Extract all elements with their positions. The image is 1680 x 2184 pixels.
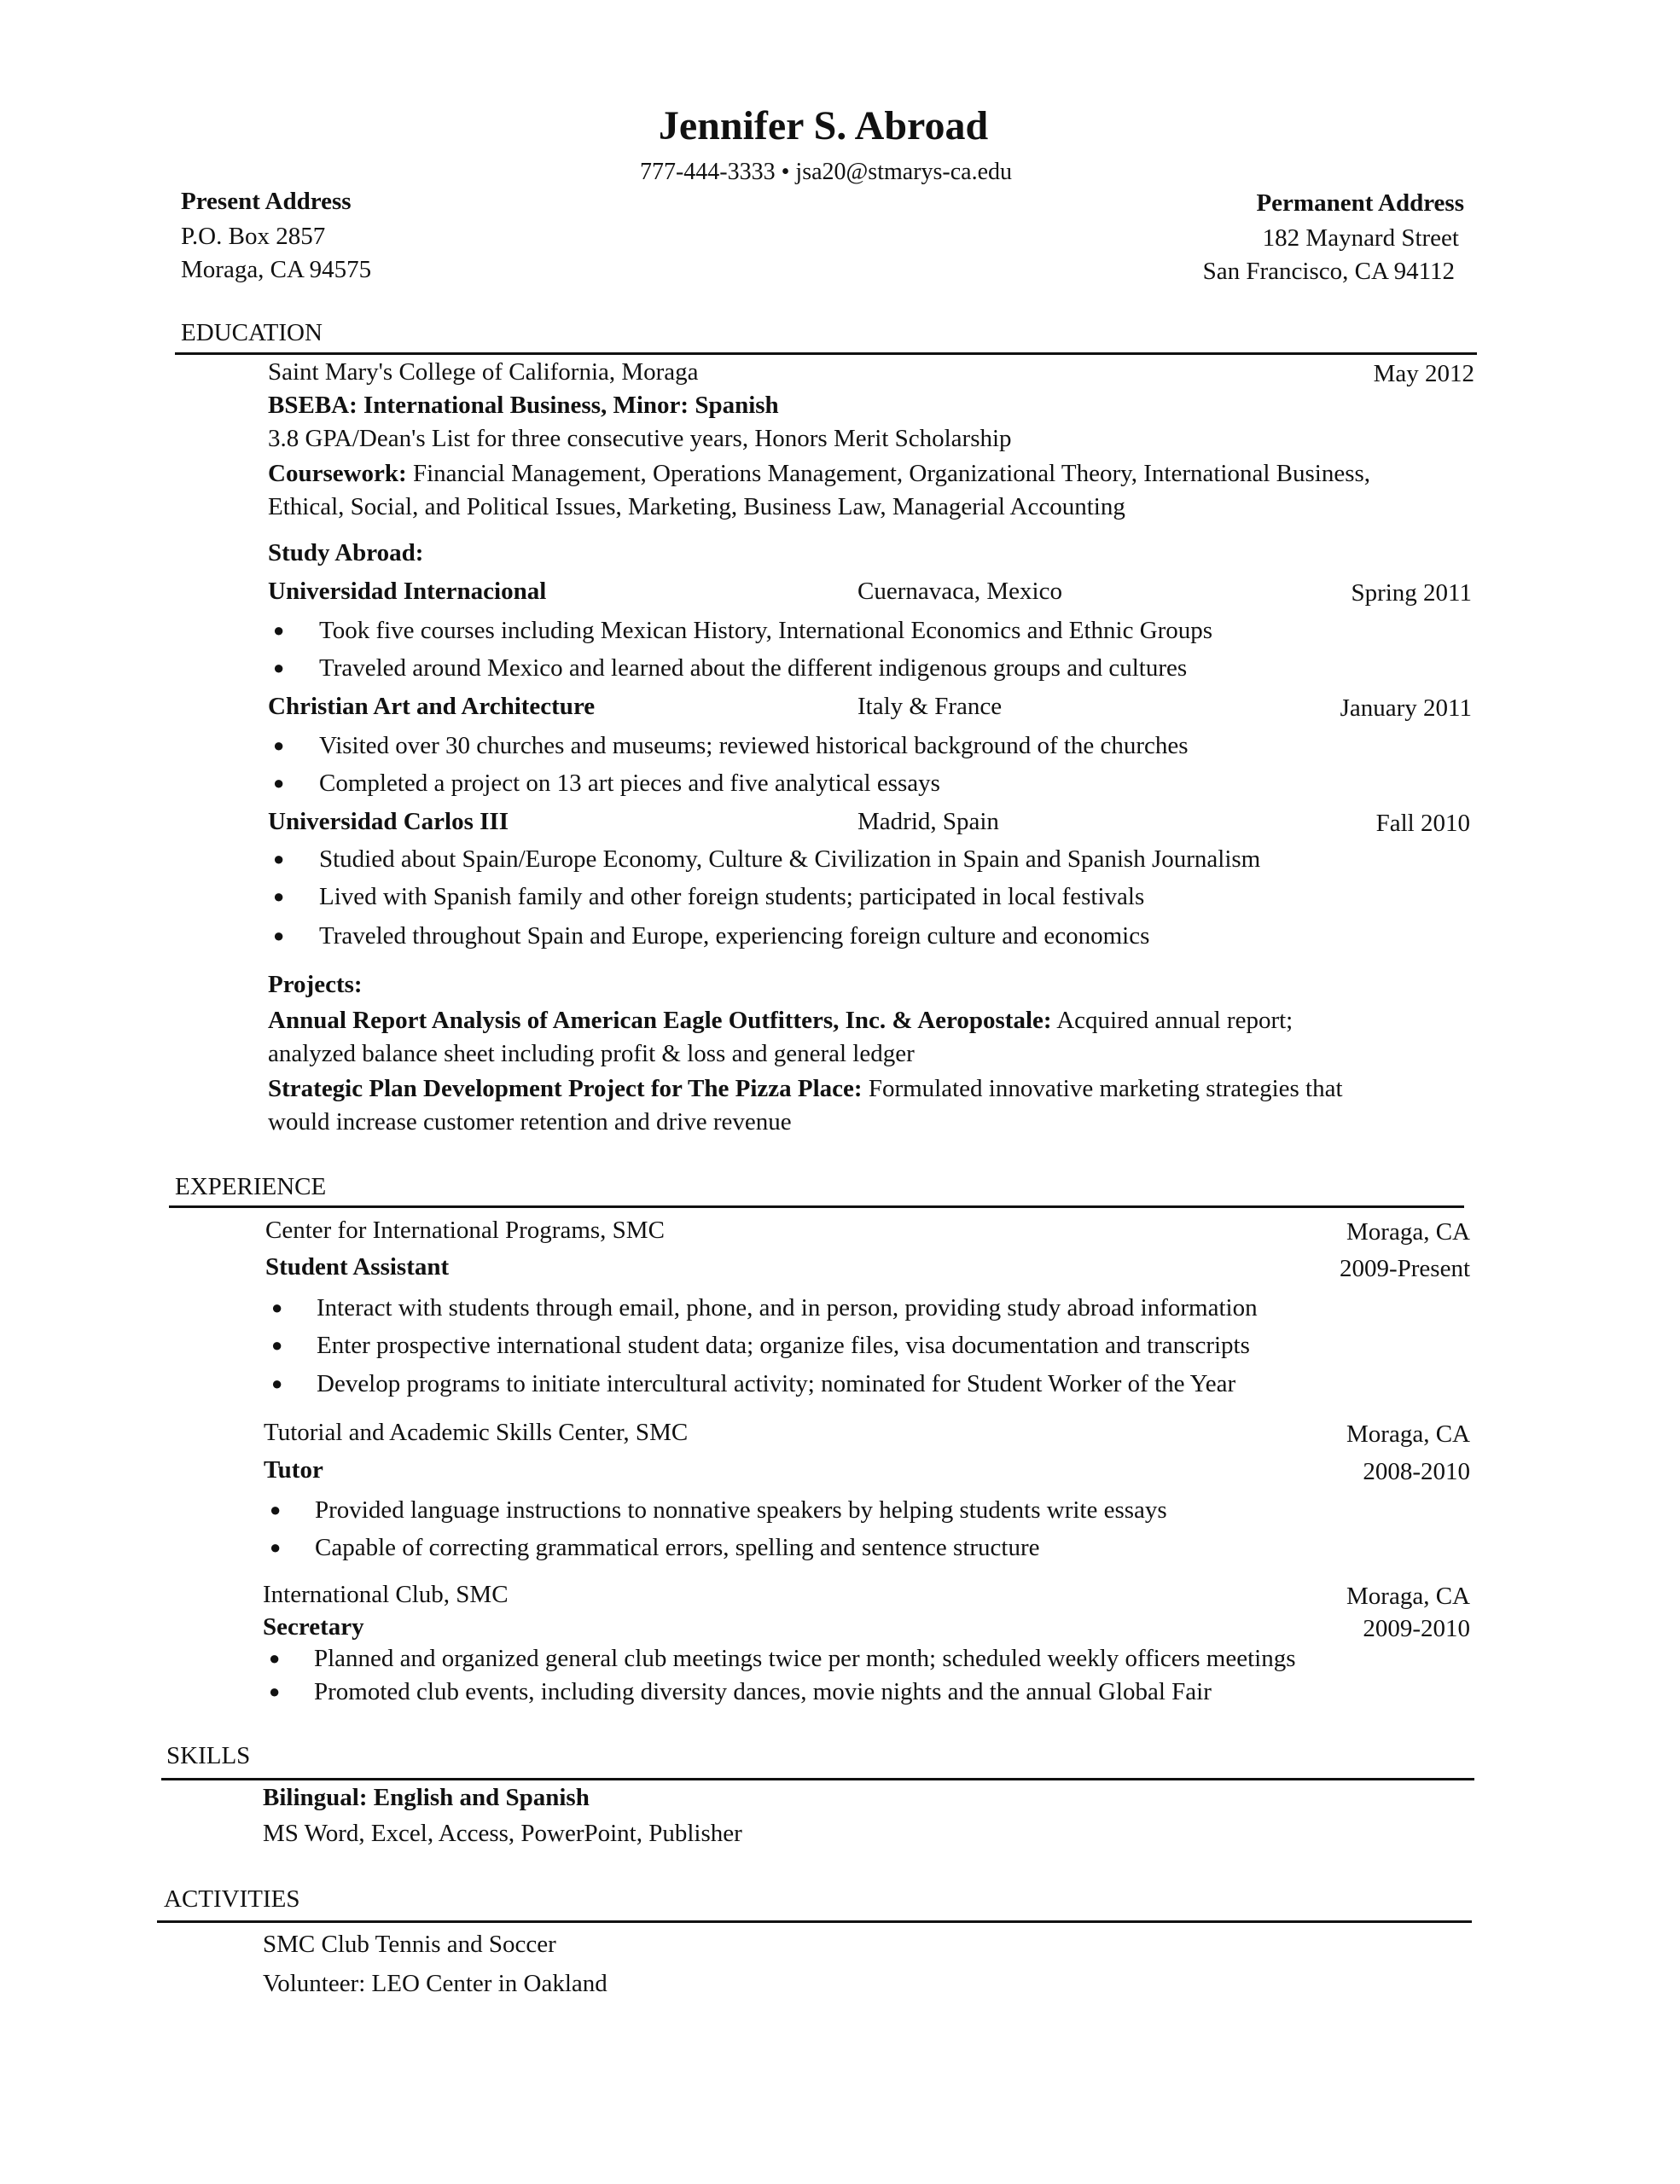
job-dates: 2009-2010	[1363, 1615, 1470, 1642]
coursework-text: Financial Management, Operations Management, Organizational Theory, International Business,	[406, 460, 1371, 487]
activity: SMC Club Tennis and Soccer	[263, 1931, 556, 1958]
list-item: Enter prospective international student data; organize files, visa documentation and transcripts	[317, 1332, 1250, 1359]
study-abroad-label: Study Abroad:	[268, 539, 424, 566]
program-date: Fall 2010	[1375, 810, 1470, 837]
job-location: Moraga, CA	[1346, 1420, 1470, 1448]
list-item: Traveled around Mexico and learned about the different indigenous groups and cultures	[319, 654, 1188, 682]
organization: International Club, SMC	[263, 1581, 509, 1608]
program-date: January 2011	[1340, 694, 1472, 722]
bullet-icon: ●	[273, 772, 285, 793]
honors: 3.8 GPA/Dean's List for three consecutive years, Honors Merit Scholarship	[268, 425, 1012, 452]
section-heading: ACTIVITIES	[164, 1885, 300, 1913]
project	[268, 1074, 1343, 1103]
job-title: Secretary	[263, 1613, 364, 1641]
program-date: Spring 2011	[1351, 579, 1472, 607]
job-location: Moraga, CA	[1346, 1583, 1470, 1610]
program-name: Christian Art and Architecture	[268, 693, 596, 720]
bullet-icon: ●	[273, 657, 285, 678]
bullet-icon: ●	[271, 1334, 283, 1356]
languages: Bilingual: English and Spanish	[263, 1784, 590, 1811]
degree: BSEBA: International Business, Minor: Spanish	[268, 392, 779, 419]
project-text-continued: would increase customer retention and drive revenue	[268, 1108, 792, 1136]
school-name: Saint Mary's College of California, Moraga	[268, 358, 699, 386]
list-item: Lived with Spanish family and other foreign students; participated in local festivals	[319, 883, 1145, 910]
list-item: Promoted club events, including diversity dances, movie nights and the annual Global Fair	[314, 1678, 1212, 1705]
present-address-label: Present Address	[181, 188, 352, 215]
bullet-icon: ●	[273, 735, 285, 756]
program-name: Universidad Carlos III	[268, 808, 509, 835]
job-title: Student Assistant	[265, 1253, 450, 1281]
divider	[157, 1920, 1472, 1923]
project-text: Acquired annual report;	[1051, 1007, 1293, 1034]
job-dates: 2008-2010	[1363, 1458, 1470, 1485]
graduation-date: May 2012	[1373, 360, 1474, 387]
bullet-icon: ●	[269, 1647, 281, 1669]
section-heading: EXPERIENCE	[175, 1173, 327, 1200]
list-item: Interact with students through email, phone, and in person, providing study abroad information	[317, 1294, 1258, 1321]
list-item: Provided language instructions to nonnative speakers by helping students write essays	[315, 1496, 1167, 1524]
applicant-name: Jennifer S. Abroad	[658, 103, 989, 148]
coursework-label: Coursework:	[268, 460, 407, 487]
program-location: Madrid, Spain	[857, 808, 999, 835]
permanent-address-line2: San Francisco, CA 94112	[1202, 258, 1455, 285]
bullet-icon: ●	[271, 1297, 283, 1318]
project-title: Annual Report Analysis of American Eagle Outfitters, Inc. & Aeropostale:	[268, 1007, 1052, 1034]
bullet-icon: ●	[270, 1499, 282, 1520]
list-item: Visited over 30 churches and museums; reviewed historical background of the churches	[319, 732, 1189, 759]
coursework-continued: Ethical, Social, and Political Issues, Marketing, Business Law, Managerial Accounting	[268, 493, 1125, 520]
section-heading: EDUCATION	[181, 319, 323, 346]
bullet-icon: ●	[270, 1536, 282, 1558]
present-address-line2: Moraga, CA 94575	[181, 256, 372, 283]
activity: Volunteer: LEO Center in Oakland	[263, 1970, 607, 1997]
projects-label: Projects:	[268, 971, 363, 998]
section-heading: SKILLS	[166, 1742, 251, 1769]
divider	[175, 352, 1477, 355]
project-text-continued: analyzed balance sheet including profit & loss and general ledger	[268, 1040, 915, 1067]
job-location: Moraga, CA	[1346, 1218, 1470, 1246]
program-location: Cuernavaca, Mexico	[857, 578, 1062, 605]
coursework	[268, 459, 1370, 488]
bullet-icon: ●	[273, 619, 285, 641]
bullet-icon: ●	[273, 886, 285, 907]
divider	[169, 1205, 1464, 1208]
divider	[161, 1778, 1474, 1780]
program-location: Italy & France	[857, 693, 1003, 720]
project-title: Strategic Plan Development Project for The Pizza Place:	[268, 1075, 863, 1102]
organization: Tutorial and Academic Skills Center, SMC	[264, 1419, 689, 1446]
present-address-line1: P.O. Box 2857	[181, 223, 326, 250]
bullet-icon: ●	[273, 848, 285, 869]
list-item: Traveled throughout Spain and Europe, experiencing foreign culture and economics	[319, 922, 1150, 950]
list-item: Completed a project on 13 art pieces and five analytical essays	[319, 770, 940, 797]
job-title: Tutor	[264, 1456, 323, 1484]
list-item: Planned and organized general club meetings twice per month; scheduled weekly officers meetings	[314, 1645, 1296, 1672]
bullet-icon: ●	[271, 1373, 283, 1394]
program-name: Universidad Internacional	[268, 578, 547, 605]
list-item: Took five courses including Mexican History, International Economics and Ethnic Groups	[319, 617, 1213, 644]
contact-info: 777-444-3333 • jsa20@stmarys-ca.edu	[639, 159, 1013, 185]
list-item: Studied about Spain/Europe Economy, Culture & Civilization in Spain and Spanish Journalism	[319, 845, 1261, 873]
list-item: Develop programs to initiate intercultural activity; nominated for Student Worker of the Year	[317, 1370, 1236, 1397]
list-item: Capable of correcting grammatical errors, spelling and sentence structure	[315, 1534, 1040, 1561]
bullet-icon: ●	[269, 1681, 281, 1702]
permanent-address-label: Permanent Address	[1256, 189, 1464, 217]
organization: Center for International Programs, SMC	[265, 1217, 665, 1244]
job-dates: 2009-Present	[1339, 1255, 1470, 1282]
software-skills: MS Word, Excel, Access, PowerPoint, Publisher	[263, 1820, 742, 1847]
project	[268, 1006, 1293, 1035]
bullet-icon: ●	[273, 925, 285, 946]
permanent-address-line1: 182 Maynard Street	[1262, 224, 1459, 252]
project-text: Formulated innovative marketing strategies that	[862, 1075, 1343, 1102]
